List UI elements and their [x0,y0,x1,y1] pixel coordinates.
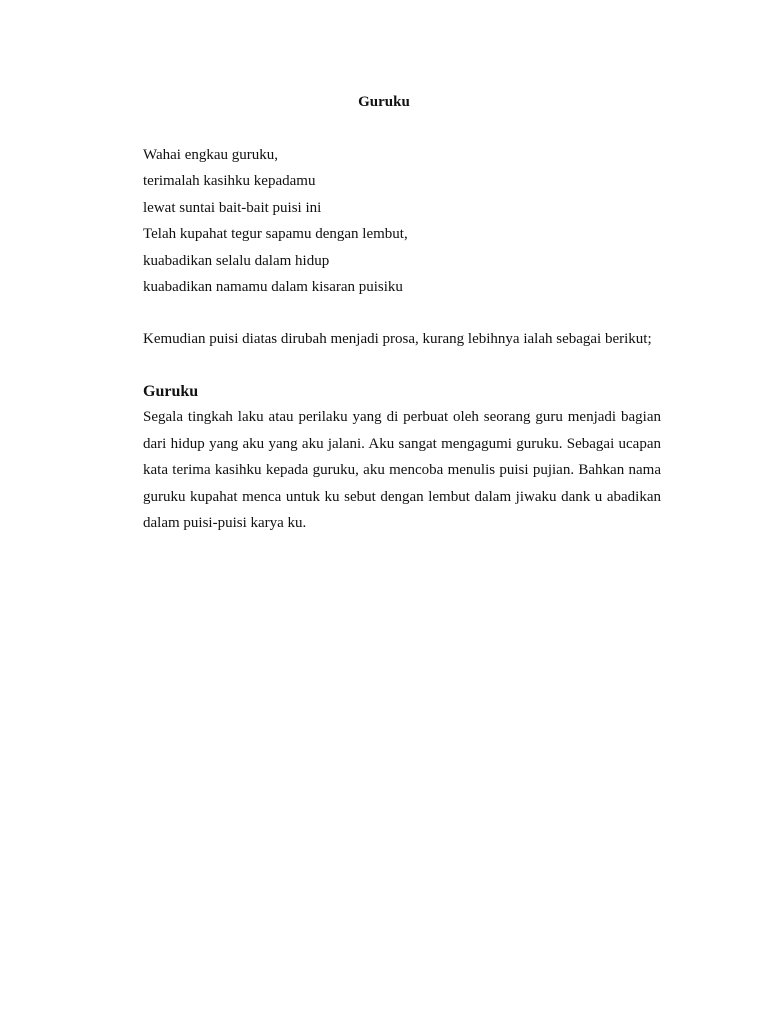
prose-paragraph: Segala tingkah laku atau perilaku yang di perbuat oleh seorang guru menjadi bagian dari hidup yang aku yang aku jalani. Aku sangat mengagumi guruku. Sebagai ucapan kata terima kasihku kepada guruku, aku mencoba menulis puisi pujian. Bahkan nama guruku kupahat menca untuk ku sebut dengan lembut dalam jiwaku dank u abadikan dalam puisi-puisi karya ku. [143,409,661,532]
poem-line: Telah kupahat tegur sapamu dengan lembut, [143,226,408,243]
poem-block [143,142,663,300]
prose-heading: Guruku [143,383,199,400]
poem-line: kuabadikan namamu dalam kisaran puisiku [143,278,403,295]
poem-line: lewat suntai bait-bait puisi ini [143,199,322,216]
poem-line: Wahai engkau guruku, [143,147,278,163]
poem-line: kuabadikan selalu dalam hidup [143,252,330,269]
document-title: Guruku [358,94,410,110]
intro-paragraph: Kemudian puisi diatas dirubah menjadi prosa, kurang lebihnya ialah sebagai berikut; [143,331,652,347]
poem-line: terimalah kasihku kepadamu [143,173,316,190]
